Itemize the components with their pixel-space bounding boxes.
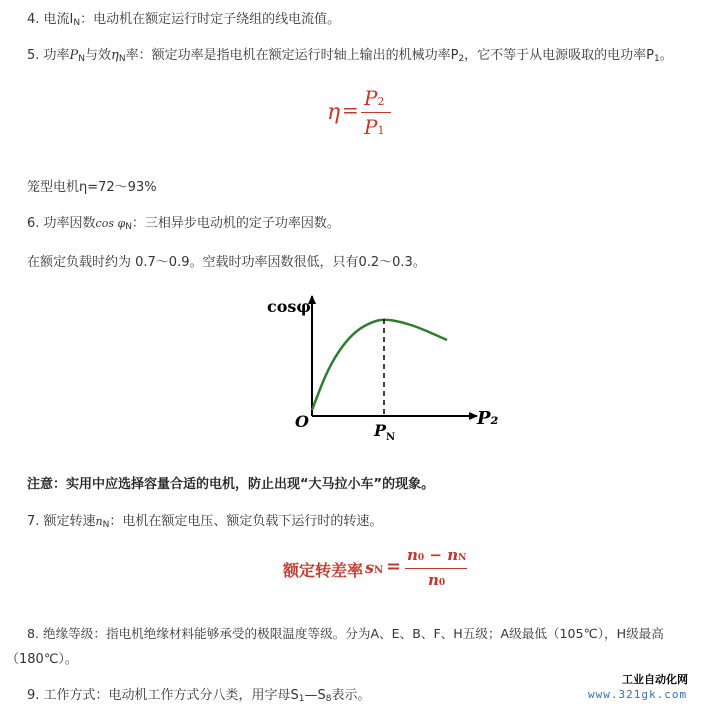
watermark-url: www.321gk.com	[588, 688, 688, 701]
cage-motor-efficiency: 笼型电机η=72～93%	[27, 180, 157, 195]
rated-power-label: $P_N$	[374, 421, 396, 440]
y-axis-label: cosφ	[267, 297, 311, 316]
power-factor-chart	[265, 290, 505, 440]
formula-numerator: P2	[364, 86, 385, 110]
slip-fraction-bar	[405, 568, 467, 569]
watermark-site-name: 工业自动化网	[622, 673, 688, 686]
item-8-insulation-class-cont: （180℃）。	[6, 652, 78, 667]
efficiency-formula	[327, 86, 397, 142]
slip-denominator: n0	[428, 571, 446, 589]
item-5-rated-power: 5. 功率$P_N$与效$\eta_N$率：额定功率是指电机在额定运行时轴上输出的机械功率$P_2$，它不等于从电源吸取的电功率$P_1$。	[27, 48, 673, 64]
power-factor-range: 在额定负载时约为 0.7～0.9。空载时功率因数很低，只有0.2～0.3。	[27, 255, 426, 270]
slip-symbol: sN	[365, 558, 384, 577]
formula-equals: =	[342, 98, 359, 122]
item-9-duty-type: 9. 工作方式：电动机工作方式分八类，用字母$S_1—S_8$表示。	[27, 688, 371, 704]
x-axis-label: P₂	[477, 408, 499, 429]
item-4-rated-current: 4. 电流$I_N$：电动机在额定运行时定子绕组的线电流值。	[27, 12, 341, 28]
power-factor-curve	[312, 320, 447, 410]
slip-formula-label: 额定转差率	[283, 561, 364, 580]
item-7-rated-speed: 7. 额定转速$n_N$：电机在额定电压、额定负载下运行时的转速。	[27, 514, 383, 530]
slip-equals: =	[386, 556, 402, 577]
slip-numerator: n0 − nN	[407, 546, 467, 564]
formula-eta: η	[327, 100, 341, 125]
formula-fraction-bar	[361, 112, 391, 113]
item-6-power-factor: 6. 功率因数$\cos \varphi_N$：三相异步电动机的定子功率因数。	[27, 216, 340, 232]
item-8-insulation-class: 8. 绝缘等级：指电机绝缘材料能够承受的极限温度等级。分为A、E、B、F、H五级；A级最低（105℃），H级最高	[27, 626, 664, 641]
slip-formula	[283, 546, 483, 596]
origin-label: O	[295, 412, 309, 431]
formula-denominator: P1	[364, 115, 385, 139]
sizing-note: 注意：实用中应选择容量合适的电机，防止出现“大马拉小车”的现象。	[27, 477, 435, 492]
